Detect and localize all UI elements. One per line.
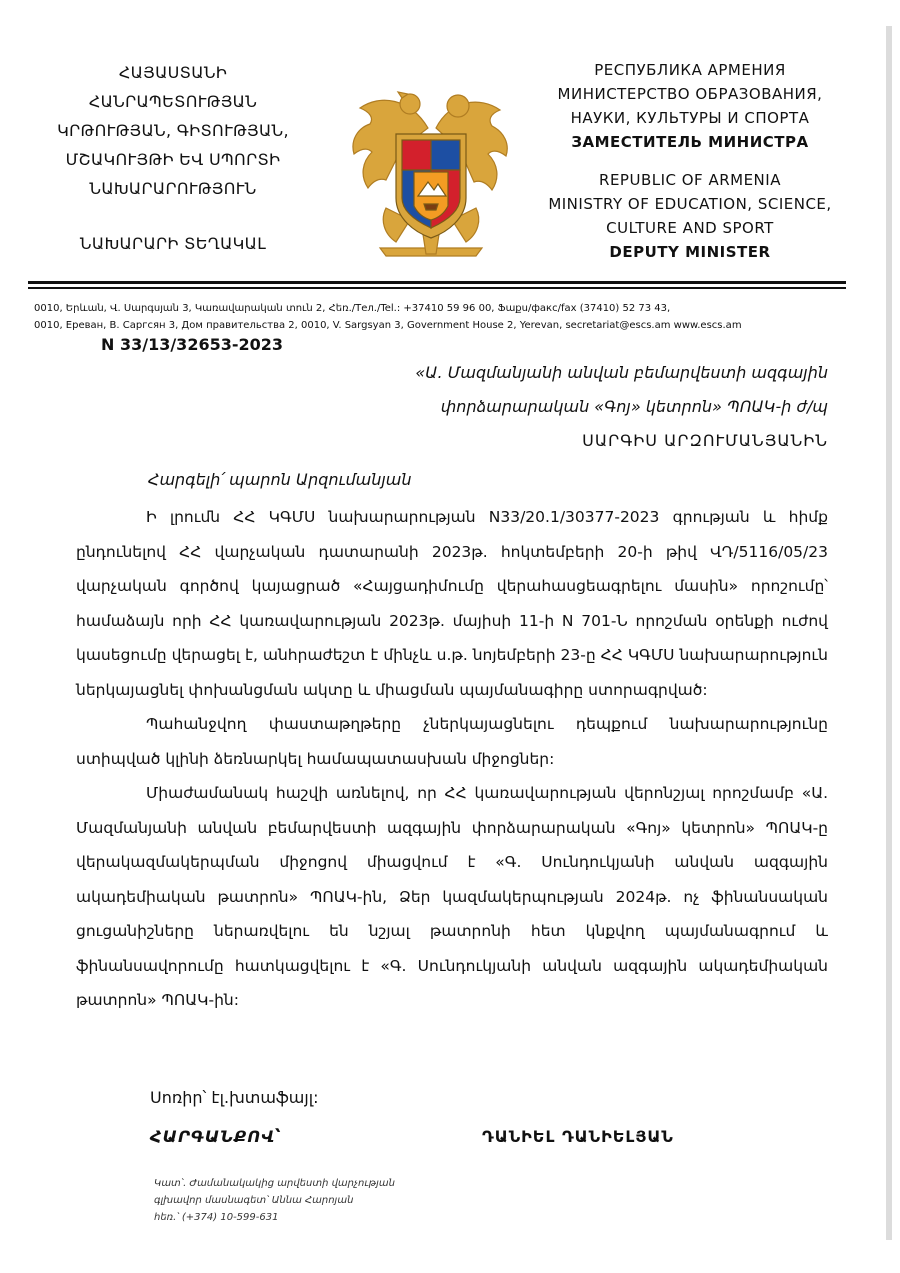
signature-regards: ՀԱՐԳԱՆՔՈՎ՝ [150,1127,282,1146]
body-paragraph: Պահանջվող փաստաթղթերը չներկայացնելու դեպքում նախարարությունը ստիպված կլինի ձեռնարկել համապատասխան միջոցներ: [76,715,828,768]
footer-line: գլխավոր մասնագետ՝ Աննա Հարոյան [154,1195,354,1206]
header-right-en-office: DEPUTY MINISTER [609,243,771,261]
recipient-line: փորձարարական «Գոյ» կետրոն» ՊՈԱԿ-ի ժ/պ [440,397,828,416]
address-line: 0010, Երևան, Վ. Սարգսյան 3, Կառավարական տուն 2, Հեռ./Тел./Tel.: +37410 59 96 00, Ֆաքս/факс/fax (37410) 52 73 43, [34,303,671,314]
header-left-line: ՀԱՅԱՍՏԱՆԻ [118,63,228,82]
attachment-note: Սոռիր՝ էլ.խտաֆայլ: [150,1088,319,1107]
footer-line: Կատ՝. Ժամանակակից արվեստի վարչության [154,1178,395,1189]
address-block [34,300,854,334]
letter-body [76,500,828,1018]
header-right-ru-en [530,58,850,264]
signatory-name: ԴԱՆԻԵԼ ԴԱՆԻԵԼՅԱՆ [482,1127,674,1146]
header-right-ru-line: НАУКИ, КУЛЬТУРЫ И СПОРТА [570,109,810,127]
recipient-block [308,356,828,458]
header-left-line: ՄՇԱԿՈՒՅԹԻ ԵՎ ՍՊՈՐՏԻ [65,150,281,169]
header-left-armenian [32,58,314,258]
header-right-ru-line: МИНИСТЕРСТВО ОБРАЗОВАНИЯ, [557,85,823,103]
header-right-en-line: MINISTRY OF EDUCATION, SCIENCE, [548,195,832,213]
header-left-line: ԿՐԹՈՒԹՅԱՆ, ԳԻՏՈՒԹՅԱՆ, [57,121,289,140]
address-line: 0010, Ереван, В. Саргсян 3, Дом правительства 2, 0010, V. Sargsyan 3, Government House 2, Yerevan, secretariat@escs.am www.escs.am [34,320,742,331]
header-right-ru-office: ЗАМЕСТИТЕЛЬ МИНИСТРА [571,133,809,151]
body-paragraph: Միաժամանակ հաշվի առնելով, որ ՀՀ կառավարության վերոնշյալ որոշմամբ «Ա. Մազմանյանի անվան բեմարվեստի ազգային փորձարարական «Գոյ» կետրոն» ՊՈԱԿ-ը վերակազմակերպման միջոցով միացվում է «Գ. Սունդուկյանի անվան ազգային ակադեմիական թատրոն» ՊՈԱԿ-ին, Ձեր կազմակերպության 2024թ. ոչ ֆինանսական ցուցանիշները ներառվելու են նշյալ թատրոնի հետ կնքվող պայմանագրում և ֆինանսավորումը հատկացվելու է «Գ. Սունդուկյանի անվան ազգային ակադեմիական թատրոն» ՊՈԱԿ-ին: [76,784,828,1009]
armenian-coat-of-arms-icon [340,88,522,260]
footer-line: հեռ.՝ (+374) 10-599-631 [154,1212,279,1223]
header-divider-thick [28,281,846,284]
executor-footer [154,1175,395,1226]
header-left-line: ՀԱՆՐԱՊԵՏՈՒԹՅԱՆ [88,92,258,111]
recipient-line: «Ա. Մազմանյանի անվան բեմարվեստի ազգային [415,363,828,382]
header-right-en-line: CULTURE AND SPORT [606,219,774,237]
header-right-ru-line: РЕСПУБЛИКА АРМЕНИЯ [594,61,786,79]
page-edge-shadow [886,26,892,1240]
header-left-office: ՆԱԽԱՐԱՐԻ ՏԵՂԱԿԱԼ [79,234,267,253]
salutation: Հարգելի՛ պարոն Արզումանյան [148,470,412,489]
reference-number: N 33/13/32653-2023 [101,335,284,354]
header-divider-thin [28,287,846,289]
body-paragraph: Ի լրումն ՀՀ ԿԳՄՍ նախարարության N33/20.1/30377-2023 գրության և հիմք ընդունելով ՀՀ վարչական դատարանի 2023թ. հոկտեմբերի 20-ի թիվ ՎԴ/5116/05/23 վարչական գործով կայացրած «Հայցադիմումը վերահասցեագրելու մասին» որոշումը՝ համաձայն որի ՀՀ կառավարության 2023թ. մայիսի 11-ի N 701-Ն որոշման օրենքի ուժով կասեցումը վերացել է, անհրաժեշտ է մինչև ս.թ. նոյեմբերի 23-ը ՀՀ ԿԳՄՍ նախարարություն ներկայացնել փոխանցման ակտը և միացման պայմանագիրը ստորագրված: [76,508,828,699]
recipient-name: ՍԱՐԳԻՍ ԱՐԶՈՒՄԱՆՅԱՆԻՆ [582,431,828,450]
header-left-line: ՆԱԽԱՐԱՐՈՒԹՅՈՒՆ [89,179,257,198]
header-right-en-line: REPUBLIC OF ARMENIA [599,171,781,189]
